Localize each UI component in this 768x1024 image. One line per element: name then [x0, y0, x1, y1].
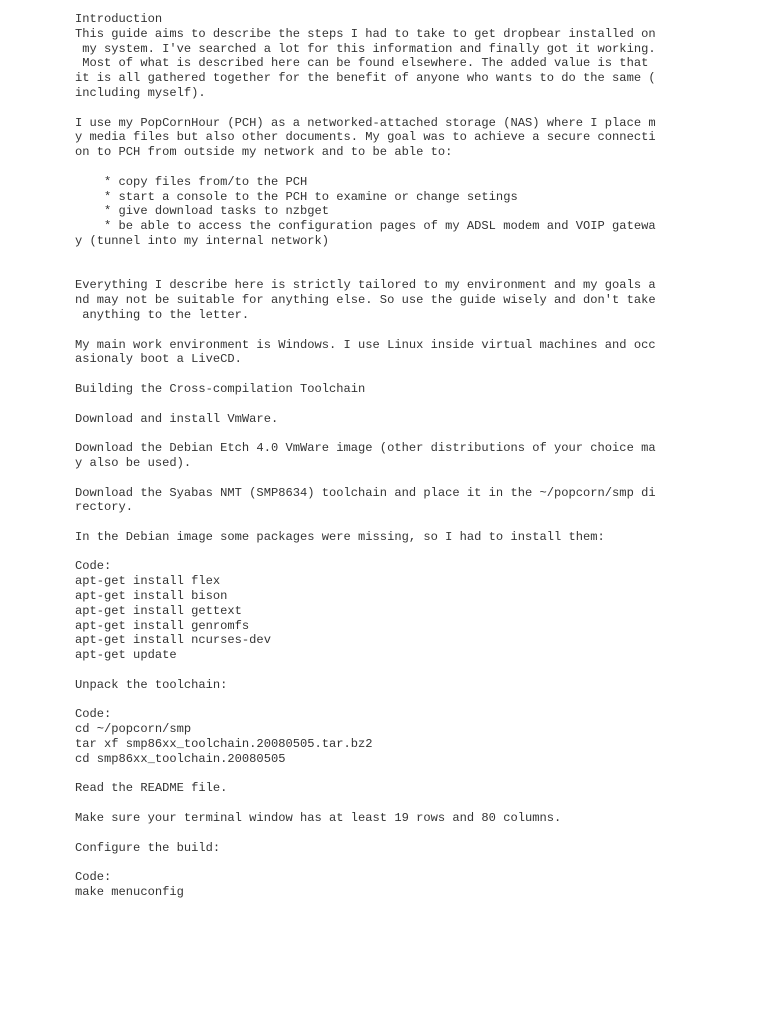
syabas-line: rectory. — [75, 500, 134, 515]
intro-line: including myself). — [75, 85, 206, 100]
code-line: apt-get install genromfs — [75, 618, 250, 633]
env-line: asionaly boot a LiveCD. — [75, 352, 242, 367]
paragraph-gap — [75, 323, 685, 338]
pch-line: I use my PopCornHour (PCH) as a networked-attached storage (NAS) where I place m — [75, 115, 656, 130]
code-line: cd ~/popcorn/smp — [75, 722, 192, 737]
intro-heading: Introduction — [75, 12, 163, 26]
code-line: cd smp86xx_toolchain.20080505 — [75, 751, 286, 766]
goal-item: * copy files from/to the PCH — [75, 174, 308, 189]
paragraph-gap — [75, 515, 685, 530]
code-line: apt-get update — [75, 648, 177, 663]
tailored-line: Everything I describe here is strictly tailored to my environment and my goals a — [75, 278, 656, 293]
intro-line: This guide aims to describe the steps I had to take to get dropbear installed on — [75, 26, 656, 41]
debian-line: Download the Debian Etch 4.0 VmWare image (other distributions of your choice ma — [75, 441, 656, 456]
intro-line: it is all gathered together for the benefit of anyone who wants to do the same ( — [75, 71, 656, 86]
paragraph-gap — [75, 397, 685, 412]
unpack-line: Unpack the toolchain: — [75, 677, 228, 692]
missing-packages-line: In the Debian image some packages were missing, so I had to install them: — [75, 529, 605, 544]
syabas-line: Download the Syabas NMT (SMP8634) toolchain and place it in the ~/popcorn/smp di — [75, 485, 656, 500]
section-heading: Building the Cross-compilation Toolchain — [75, 381, 366, 396]
paragraph-gap — [75, 471, 685, 486]
goal-item: * start a console to the PCH to examine or change setings — [75, 189, 518, 204]
goal-item: y (tunnel into my internal network) — [75, 233, 330, 248]
intro-line: my system. I've searched a lot for this information and finally got it working. — [75, 41, 656, 56]
paragraph-gap — [75, 796, 685, 811]
goal-item: * be able to access the configuration pages of my ADSL modem and VOIP gatewa — [75, 219, 656, 234]
pch-line: on to PCH from outside my network and to be able to: — [75, 145, 453, 160]
code-line: apt-get install ncurses-dev — [75, 633, 271, 648]
debian-line: y also be used). — [75, 455, 192, 470]
pch-line: y media files but also other documents. My goal was to achieve a secure connecti — [75, 130, 656, 145]
paragraph-gap — [75, 160, 685, 175]
tailored-line: anything to the letter. — [75, 307, 250, 322]
paragraph-gap — [75, 367, 685, 382]
paragraph-gap — [75, 767, 685, 782]
paragraph-gap — [75, 663, 685, 678]
code-line: apt-get install flex — [75, 574, 221, 589]
env-line: My main work environment is Windows. I use Linux inside virtual machines and occ — [75, 337, 656, 352]
code-line: tar xf smp86xx_toolchain.20080505.tar.bz2 — [75, 737, 373, 752]
configure-line: Configure the build: — [75, 840, 221, 855]
goal-item: * give download tasks to nzbget — [75, 204, 330, 219]
code-line: apt-get install gettext — [75, 603, 242, 618]
code-line: make menuconfig — [75, 885, 184, 900]
paragraph-gap — [75, 249, 685, 279]
code-label: Code: — [75, 707, 112, 722]
intro-line: Most of what is described here can be found elsewhere. The added value is that — [75, 56, 649, 71]
paragraph-gap — [75, 101, 685, 116]
paragraph-gap — [75, 855, 685, 870]
code-label: Code: — [75, 559, 112, 574]
code-line: apt-get install bison — [75, 589, 228, 604]
readme-line: Read the README file. — [75, 781, 228, 796]
paragraph-gap — [75, 426, 685, 441]
vmware-line: Download and install VmWare. — [75, 411, 279, 426]
document-page — [75, 12, 685, 900]
paragraph-gap — [75, 693, 685, 708]
paragraph-gap — [75, 545, 685, 560]
code-label: Code: — [75, 870, 112, 885]
terminal-line: Make sure your terminal window has at least 19 rows and 80 columns. — [75, 811, 562, 826]
tailored-line: nd may not be suitable for anything else. So use the guide wisely and don't take — [75, 293, 656, 308]
paragraph-gap — [75, 826, 685, 841]
